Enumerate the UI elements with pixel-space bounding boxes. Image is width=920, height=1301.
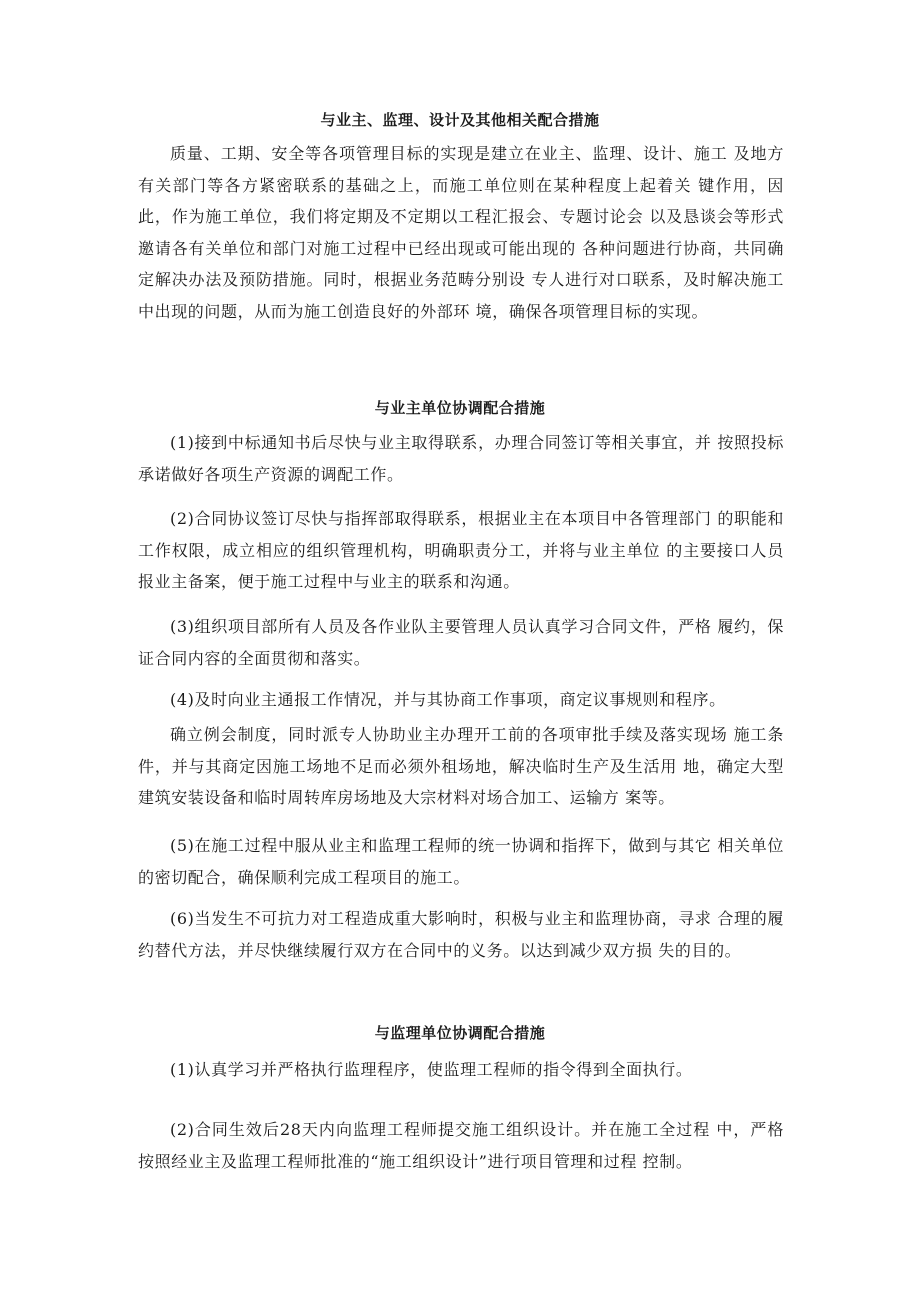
- paragraph-owner-3: (3)组织项目部所有人员及各作业队主要管理人员认真学习合同文件，严格 履约，保证合同内容的全面贯彻和落实。: [138, 617, 784, 668]
- paragraph-owner-7: (6)当发生不可抗力对工程造成重大影响时，积极与业主和监理协商，寻求 合理的履约替代方法，并尽快继续履行双方在合同中的义务。以达到减少双方损 失的目的。: [138, 909, 784, 960]
- paragraph-general-intro: 质量、工期、安全等各项管理目标的实现是建立在业主、监理、设计、施工 及地方有关部门等各方紧密联系的基础之上，而施工单位则在某种程度上起着关 键作用，因此，作为施工单位，我们将定期及不定期以工程汇报会、专题讨论会 以及恳谈会等形式邀请各有关单位和部门对施工过程中已经出现或可能出现的 各种问题进行协商，共同确定解决办法及预防措施。同时，根据业务范畴分别设 专人进行对口联系，及时解决施工中出现的问题，从而为施工创造良好的外部环 境，确保各项管理目标的实现。: [138, 144, 784, 321]
- paragraph-supervisor-1: (1)认真学习并严格执行监理程序，使监理工程师的指令得到全面执行。: [170, 1060, 693, 1079]
- section-title-owner: 与业主单位协调配合措施: [374, 399, 546, 417]
- paragraph-supervisor-2: (2)合同生效后28天内向监理工程师提交施工组织设计。并在施工全过程 中，严格按照经业主及监理工程师批准的“施工组织设计”进行项目管理和过程 控制。: [138, 1120, 784, 1171]
- paragraph-owner-6: (5)在施工过程中服从业主和监理工程师的统一协调和指挥下，做到与其它 相关单位的密切配合，确保顺利完成工程项目的施工。: [138, 836, 784, 887]
- paragraph-owner-4: (4)及时向业主通报工作情况，并与其协商工作事项，商定议事规则和程序。: [170, 690, 726, 709]
- paragraph-owner-5: 确立例会制度，同时派专人协助业主办理开工前的各项审批手续及落实现场 施工条件，并与其商定因施工场地不足而必须外租场地，解决临时生产及生活用 地，确定大型建筑安装设备和临时周转库房场地及大宗材料对场合加工、运输方 案等。: [138, 725, 784, 807]
- section-title-general: 与业主、监理、设计及其他相关配合措施: [320, 111, 600, 129]
- paragraph-owner-2: (2)合同协议签订尽快与指挥部取得联系，根据业主在本项目中各管理部门 的职能和工作权限，成立相应的组织管理机构，明确职责分工，并将与业主单位 的主要接口人员报业主备案，便于施工过程中与业主的联系和沟通。: [138, 509, 784, 591]
- paragraph-owner-1: (1)接到中标通知书后尽快与业主取得联系，办理合同签订等相关事宜，并 按照投标承诺做好各项生产资源的调配工作。: [138, 433, 784, 484]
- section-title-supervisor: 与监理单位协调配合措施: [374, 1024, 546, 1042]
